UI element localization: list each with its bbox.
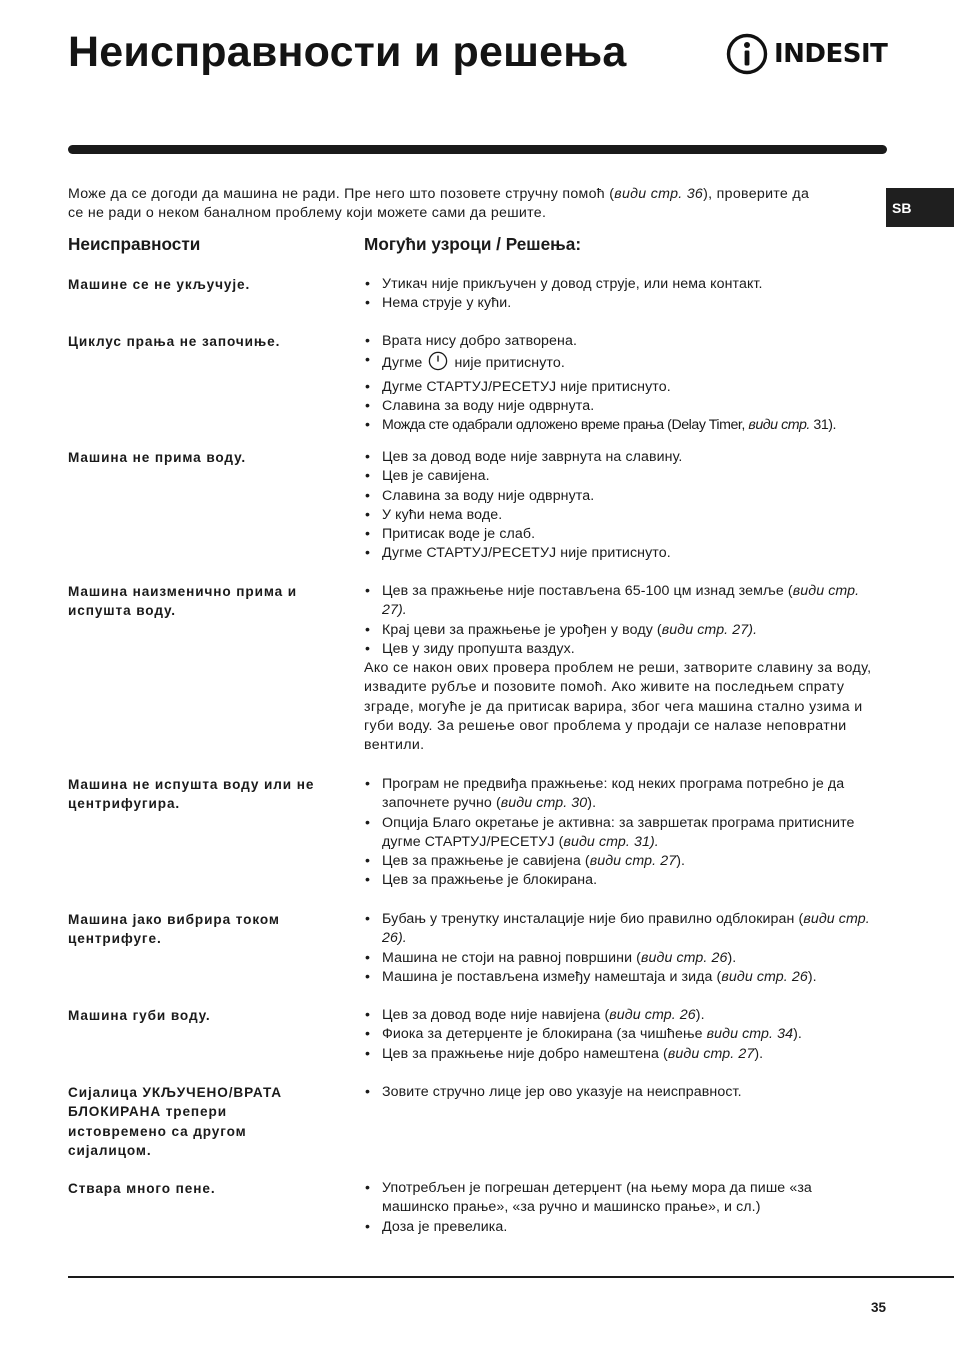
indesit-logo xyxy=(726,33,887,75)
solution-item: • Употребљен је погрешан детерџент (на њему мора да пише «за машинско прање», «за ручно и машинско прање», и сл.) xyxy=(364,1179,879,1218)
solution-text: Машина не стоји на равној површини ( xyxy=(382,949,641,966)
solution-text-end: ). xyxy=(695,1007,705,1023)
solution-item xyxy=(364,1006,879,1025)
solution-item: • Притисак воде је слаб. xyxy=(364,525,879,544)
solution-item xyxy=(364,582,879,621)
solution-item: • Зовите стручно лице јер ово указује на неисправност. xyxy=(364,1083,879,1102)
problem-label: Машина не прима воду. xyxy=(68,450,247,465)
page-ref: види стр. 26). xyxy=(382,911,870,947)
solution-item xyxy=(364,416,879,435)
problem-label: Сијалица УКЉУЧЕНО/ВРАТА БЛОКИРАНА трепери истовремено са другом сијалицом. xyxy=(68,1085,283,1159)
solution-item xyxy=(364,968,879,987)
solution-item xyxy=(364,1025,879,1044)
page-ref: види стр. 27). xyxy=(382,583,860,619)
solution-list xyxy=(364,1179,879,1237)
page-ref: види стр. 34 xyxy=(706,1026,794,1043)
solution-text: Бубањ у тренутку инсталације није био правилно одблокиран ( xyxy=(382,911,804,927)
problem-label: Машине се не укључује. xyxy=(68,277,251,292)
page-ref: види стр. 27 xyxy=(667,1045,755,1062)
language-tab: SB xyxy=(886,188,954,227)
solution-item: • Цев за пражњење је блокирана. xyxy=(364,871,879,890)
page-title: Неисправности и решења xyxy=(68,28,627,76)
page-number: 35 xyxy=(871,1300,887,1315)
solution-text: Можда сте одабрали одложено време прања (Delay Timer, xyxy=(382,417,749,434)
solution-item: • Дугме СТАРТУЈ/РЕСЕТУЈ није притиснуто. xyxy=(364,378,879,397)
solution-text-end: ). xyxy=(793,1026,802,1043)
solution-list xyxy=(364,1006,879,1064)
page-ref: види стр. 30 xyxy=(500,795,588,812)
solution-text: Цев за пражњење није постављена 65-100 цм изнад земље ( xyxy=(382,583,793,599)
intro-paragraph xyxy=(68,185,828,223)
solution-text: Машина је постављена између намештаја и зида ( xyxy=(382,968,722,985)
intro-text: Може да се догоди да машина не ради. Пре него што позовете стручну помоћ ( xyxy=(68,186,615,202)
solution-text: Цев за довод воде није навијена ( xyxy=(382,1007,610,1023)
solution-item: • Цев за довод воде није заврнута на славину. xyxy=(364,448,879,467)
solution-item: • Славина за воду није одврнута. xyxy=(364,397,879,416)
page-ref: види стр. xyxy=(748,417,810,434)
problems-column-heading: Неисправности xyxy=(68,234,201,254)
solution-text-end: ). xyxy=(587,795,597,812)
problem-label: Машина губи воду. xyxy=(68,1008,211,1023)
page-ref: види стр. 26 xyxy=(641,949,728,966)
header-rule xyxy=(68,145,887,154)
problem-label: Машина не испушта воду или не центрифугира. xyxy=(68,777,315,812)
problem-label: Циклус прања не започиње. xyxy=(68,334,281,349)
solutions-column-heading: Могући узроци / Решења: xyxy=(364,234,582,254)
solution-item xyxy=(364,1045,879,1064)
brand-name: INDESIT xyxy=(774,39,888,69)
solution-text-end: ). xyxy=(727,949,737,966)
solution-text: није притиснуто. xyxy=(454,355,565,372)
solution-text: Цев за пражњење није добро намештена ( xyxy=(382,1045,668,1062)
solution-text: Цев за пражњење је савијена ( xyxy=(382,853,590,870)
solution-item: • Доза је превелика. xyxy=(364,1218,879,1237)
solution-text: Крај цеви за пражњење је урођен у воду ( xyxy=(382,621,662,638)
solution-item xyxy=(364,852,879,871)
solution-text-end: 31). xyxy=(809,417,837,434)
page-ref: види стр. 31). xyxy=(563,833,659,850)
indesit-logo-icon xyxy=(726,33,768,75)
solution-item: • Врата нису добро затворена. xyxy=(364,332,879,351)
solution-text: Опција Благо окретање је активна: за завршетак програма притисните дугме СТАРТУЈ/РЕСЕТУЈ ( xyxy=(382,814,855,850)
power-icon xyxy=(428,351,448,377)
solution-item xyxy=(364,351,879,377)
solution-list xyxy=(364,582,879,659)
solution-item xyxy=(364,621,879,640)
solution-list xyxy=(364,775,879,891)
solution-list xyxy=(364,910,879,987)
page-ref: види стр. 27 xyxy=(589,853,677,870)
solution-text-end: ). xyxy=(676,853,686,870)
solution-item: • Нема струје у кући. xyxy=(364,294,879,313)
solution-item xyxy=(364,775,879,814)
solution-item: • Цев је савијена. xyxy=(364,467,879,486)
solution-item: • У кући нема воде. xyxy=(364,506,879,525)
footer-rule xyxy=(68,1276,954,1278)
solution-item: • Утикач није прикључен у довод струје, или нема контакт. xyxy=(364,275,879,294)
solution-list xyxy=(364,448,879,564)
solution-text-end: ). xyxy=(754,1045,764,1062)
solution-list xyxy=(364,332,879,435)
problem-label: Машина јако вибрира током центрифуге. xyxy=(68,912,280,947)
solution-item: • Цев у зиду пропушта ваздух. xyxy=(364,640,879,659)
solution-text: Дугме xyxy=(382,355,423,372)
intro-text-end: ), проверите да се не ради о неком баналном проблему који можете сами да решите. xyxy=(68,186,810,221)
problem-label: Машина наизменично прима и испушта воду. xyxy=(68,584,298,619)
intro-page-ref: види стр. 36 xyxy=(614,186,704,202)
solution-item xyxy=(364,949,879,968)
page-ref: види стр. 26 xyxy=(609,1007,696,1023)
solution-item xyxy=(364,814,879,853)
problem-label: Ствара много пене. xyxy=(68,1181,216,1196)
page-ref: види стр. 26 xyxy=(721,968,808,985)
solution-note: Ако се након ових провера проблем не реши, затворите славину за воду, извадите рубље и позовите помоћ. Ако живите на последњем спрату зграде, могуће је да притисак варира, због чега машина стално узима и губи воду. За решење овог проблема у продаји се налазе неповратни вентили. xyxy=(364,660,872,754)
solution-list xyxy=(364,275,879,314)
solution-item xyxy=(364,910,879,949)
solution-item: • Дугме СТАРТУЈ/РЕСЕТУЈ није притиснуто. xyxy=(364,544,879,563)
solution-list xyxy=(364,1083,879,1102)
solution-text-end: ). xyxy=(807,968,817,985)
solution-text: Фиока за детерџенте је блокирана (за чишћење xyxy=(382,1026,707,1043)
solution-item: • Славина за воду није одврнута. xyxy=(364,487,879,506)
page-ref: види стр. 27). xyxy=(661,621,758,638)
solution-text: Програм не предвиђа пражњење: код неких програма потребно је да започнете ручно ( xyxy=(382,776,845,812)
